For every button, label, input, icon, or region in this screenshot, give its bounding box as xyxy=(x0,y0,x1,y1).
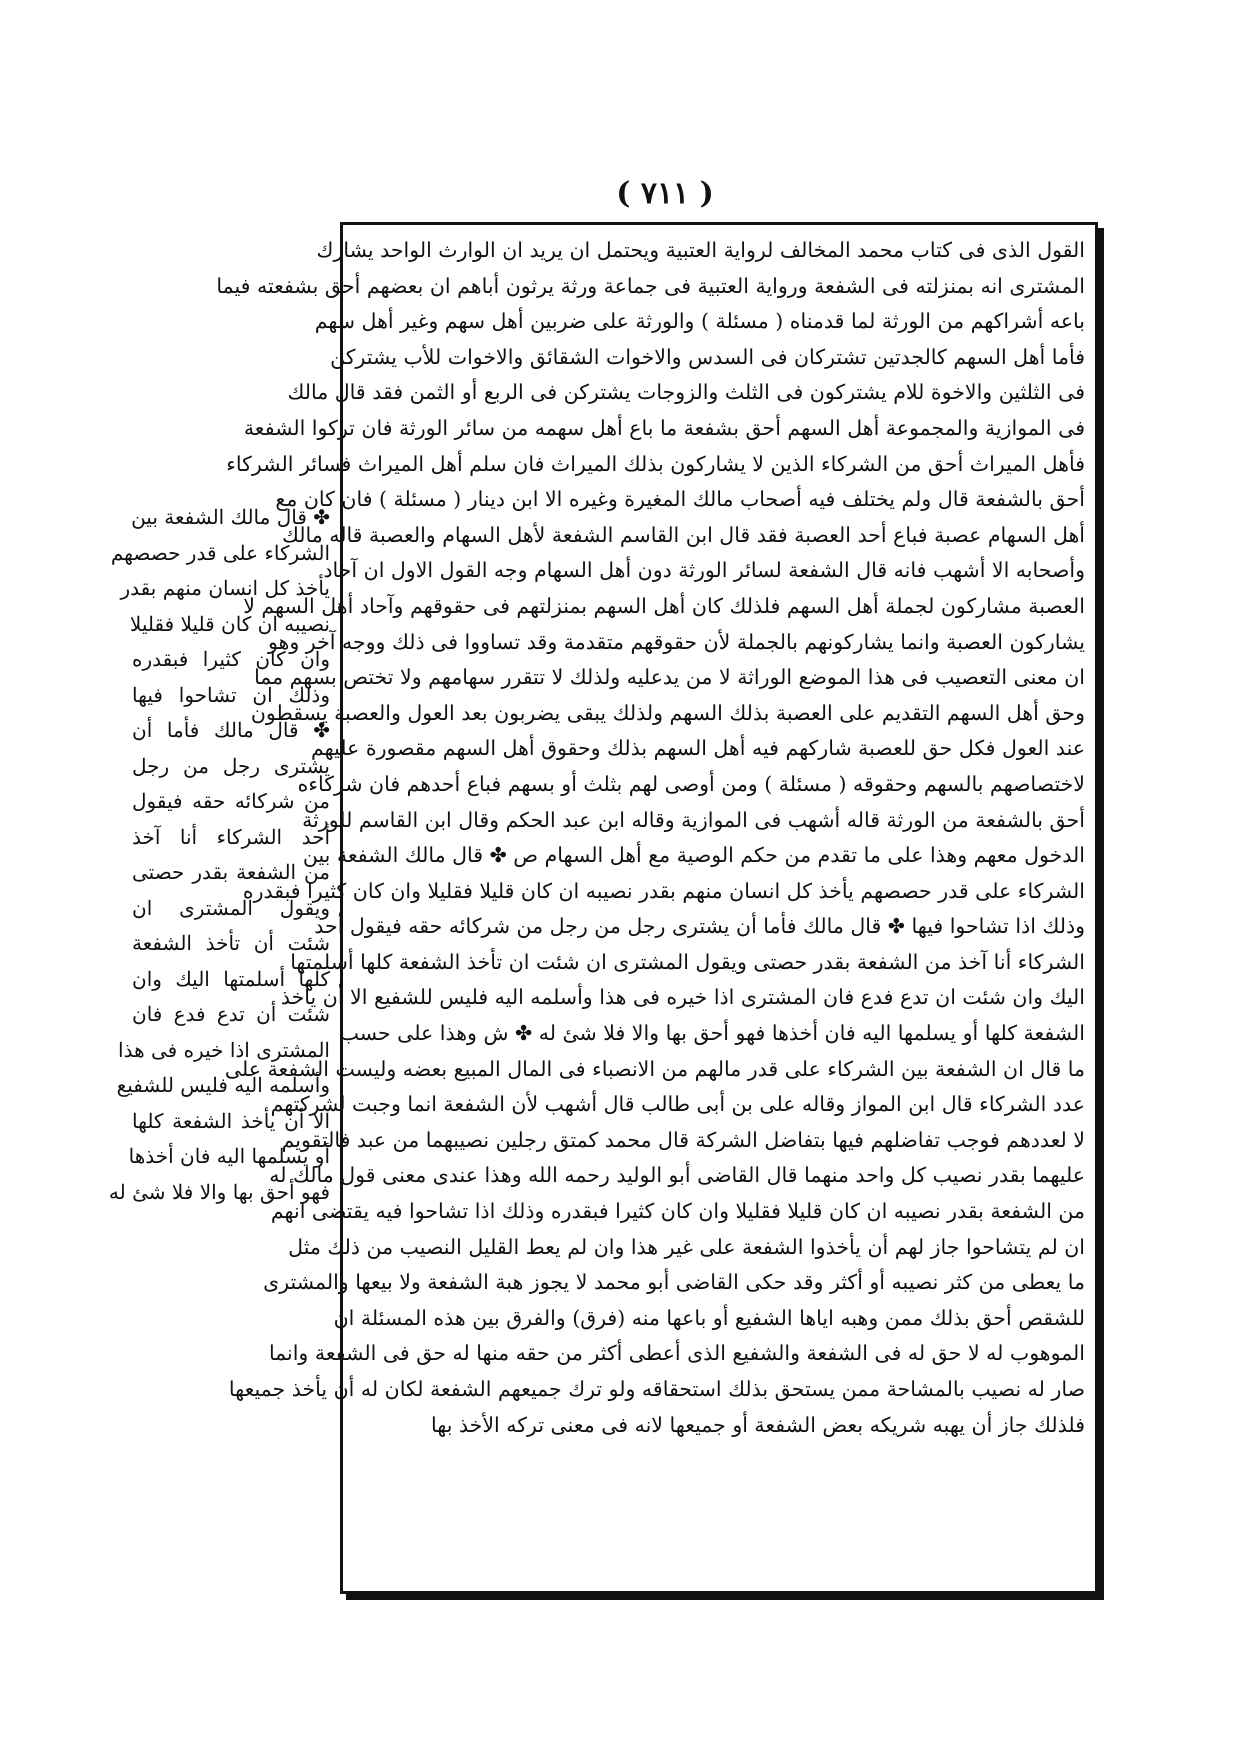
main-text-line: فى الثلثين والاخوة للام يشتركون فى الثلث والزوجات يشتركن فى الربع أو الثمن فقد قال مالك xyxy=(287,380,1085,405)
main-text-line: عليهما بقدر نصيب كل واحد منهما قال القاضى أبو الوليد رحمه الله وهذا عندى معنى قول مالك له xyxy=(269,1163,1085,1188)
main-text-line: أحق بالشفعة من الورثة قاله أشهب فى الموازية وقاله ابن عبد الحكم وقال ابن القاسم للورثة xyxy=(302,807,1085,832)
margin-note-line: من شركائه حقه فيقول xyxy=(132,789,330,813)
margin-note-line: شئت أن تدع فدع فان xyxy=(132,1002,330,1026)
main-text-line: للشقص أحق بذلك ممن وهبه اياها الشفيع أو باعها منه (فرق) والفرق بين هذه المسئلة ان xyxy=(333,1305,1085,1330)
margin-note-line: شئت أن تأخذ الشفعة xyxy=(132,931,330,955)
main-text-line: فلذلك جاز أن يهبه شريكه بعض الشفعة أو جميعها لانه فى معنى تركه الأخذ بها xyxy=(431,1412,1085,1437)
main-text-line: العصبة مشاركون لجملة أهل السهم فلذلك كان أهل السهم بمنزلتهم فى حقوقهم وآحاد أهل السهم لا xyxy=(243,593,1085,618)
main-text-line: أهل السهام عصبة فباع أحد العصبة فقد قال ابن القاسم الشفعة لأهل السهام والعصبة قاله مالك xyxy=(281,522,1085,547)
main-text-line: الموهوب له لا حق له فى الشفعة والشفيع الذى أعطى أكثر من حقه منها له حق فى الشفعة وانما xyxy=(268,1341,1085,1366)
margin-note-line: وان كان كثيرا فبقدره xyxy=(132,647,330,671)
margin-note-line: يأخذ كل انسان منهم بقدر xyxy=(120,576,330,600)
margin-note-line: ✤ قال مالك الشفعة بين xyxy=(131,505,330,529)
margin-note-line: نصيبه ان كان قليلا فقليلا xyxy=(129,611,330,636)
main-text-line: وحق أهل السهم التقديم على العصبة بذلك السهم ولذلك يبقى يضربون بعد العول والعصبة يسقطون xyxy=(250,700,1085,725)
margin-note-line: ويقول المشترى ان xyxy=(132,895,330,920)
main-text-line: وذلك اذا تشاحوا فيها ✤ قال مالك فأما أن يشترى رجل من رجل من شركائه حقه فيقول أحد xyxy=(314,914,1085,939)
margin-note-line: أحد الشركاء أنا آخذ xyxy=(132,824,330,849)
main-text-line: عند العول فكل حق للعصبة شاركهم فيه أهل السهم بذلك وحقوق أهل السهم مقصورة عليهم xyxy=(311,736,1085,761)
main-text-line: الشركاء على قدر حصصهم يأخذ كل انسان منهم بقدر نصيبه ان كان قليلا فقليلا وان كان كثيرا فبقدره xyxy=(242,878,1085,903)
main-text-line: فأما أهل السهم كالجدتين تشتركان فى السدس والاخوات الشقائق والاخوات للأب يشتركن xyxy=(330,344,1085,369)
main-text-line: صار له نصيب بالمشاحة ممن يستحق بذلك استحقاقه ولو ترك جميعهم الشفعة لكان له أن يأخذ جميعها xyxy=(228,1377,1085,1401)
main-text-line: باعه أشراكهم من الورثة لما قدمناه ( مسئلة ) والورثة على ضربين أهل سهم وغير أهل سهم xyxy=(314,309,1085,334)
margin-note-line: من الشفعة بقدر حصتى xyxy=(132,860,330,884)
main-text-line: لاختصاصهم بالسهم وحقوقه ( مسئلة ) ومن أوصى لهم بثلث أو بسهم فباع أحدهم فان شركاءه xyxy=(297,771,1085,796)
margin-note-line: الشركاء على قدر حصصهم xyxy=(110,540,330,565)
margin-note-line: فهو أحق بها والا فلا شئ له xyxy=(108,1179,330,1204)
main-text-line: يشاركون العصبة وانما يشاركونهم بالجملة لأن حقوقهم متقدمة وقد تساووا فى ذلك ووجه آخر وهو xyxy=(267,629,1085,654)
main-text-line: من الشفعة بقدر نصيبه ان كان قليلا فقليلا وان كان كثيرا فبقدره وذلك اذا تشاحوا فيه يقتضى انهم xyxy=(270,1199,1085,1224)
main-text-line: أحق بالشفعة قال ولم يختلف فيه أصحاب مالك المغيرة وغيره الا ابن دينار ( مسئلة ) فان كان مع xyxy=(275,487,1085,512)
margin-note-line: الا أن يأخذ الشفعة كلها xyxy=(132,1108,330,1133)
main-text-line: ما يعطى من كثر نصيبه أو أكثر وقد حكى القاضى أبو محمد لا يجوز هبة الشفعة ولا بيعها والمشترى xyxy=(263,1270,1085,1295)
margin-note-line: ✤ قال مالك فأما أن xyxy=(132,718,330,742)
margin-note-line: كلها أسلمتها اليك وان xyxy=(132,966,330,991)
page-number: ( ٧١١ ) xyxy=(616,176,714,211)
margin-note-line: وأسلمه اليه فليس للشفيع xyxy=(116,1073,330,1097)
main-text-line: المشترى انه بمنزلته فى الشفعة ورواية العتبية فى جماعة ورثة يرثون أباهم ان بعضهم أحق بشفعته فيما xyxy=(216,273,1085,298)
main-text-line: عدد الشركاء قال ابن المواز وقاله على بن أبى طالب قال أشهب لأن الشفعة انما وجبت لشركتهم xyxy=(270,1092,1085,1117)
main-text-line: لا لعددهم فوجب تفاضلهم فيها بتفاضل الشركة قال محمد كمتق رجلين نصيبهما من عبد فالتقويم xyxy=(281,1127,1085,1152)
main-text-line: وأصحابه الا أشهب فانه قال الشفعة لسائر الورثة دون أهل السهام وجه القول الاول ان آحاد xyxy=(323,558,1085,583)
main-text-line: ان لم يتشاحوا جاز لهم أن يأخذوا الشفعة على غير هذا وان لم يعط القليل النصيب من ذلك مثل xyxy=(288,1234,1085,1259)
margin-note-line: وذلك ان تشاحوا فيها xyxy=(132,682,330,707)
main-text-line: الشركاء أنا آخذ من الشفعة بقدر حصتى ويقول المشترى ان شئت ان تأخذ الشفعة كلها أسلمتها xyxy=(290,949,1085,974)
main-text-line: فى الموازية والمجموعة أهل السهم أحق بشفعة ما باع أهل سهمه من سائر الورثة فان تركوا الشفعة xyxy=(243,415,1085,440)
margin-note-line: المشترى اذا خيره فى هذا xyxy=(118,1037,330,1062)
main-text-line: فأهل الميراث أحق من الشركاء الذين لا يشاركون بذلك الميراث فان سلم أهل الميراث فسائر الشركاء xyxy=(226,451,1085,476)
margin-note xyxy=(108,500,330,1210)
margin-note-line: يشترى رجل من رجل xyxy=(132,753,330,778)
main-text-line: ما قال ان الشفعة بين الشركاء على قدر مالهم من الانصباء فى المال المبيع بعضه وليست الشفعة على xyxy=(224,1056,1085,1081)
main-text-line: اليك وان شئت ان تدع فدع فان المشترى اذا خيره فى هذا وأسلمه اليه فليس للشفيع الا أن يأخذ xyxy=(280,985,1085,1010)
main-text-line: الشفعة كلها أو يسلمها اليه فان أخذها فهو أحق بها والا فلا شئ له ✤ ش وهذا على حسب xyxy=(339,1021,1085,1046)
main-text-line: القول الذى فى كتاب محمد المخالف لرواية العتبية ويحتمل ان يريد ان الوارث الواحد يشارك xyxy=(316,238,1085,262)
margin-note-line: أو يسلمها اليه فان أخذها xyxy=(128,1144,330,1168)
main-text-line: الدخول معهم وهذا على ما تقدم من حكم الوصية مع أهل السهام ص ✤ قال مالك الشفعة بين xyxy=(302,843,1085,868)
main-text-line: ان معنى التعصيب فى هذا الموضع الوراثة لا من يدعليه ولذلك لا تتقرر سهامهم ولا تختص بسهم مما xyxy=(254,665,1085,690)
